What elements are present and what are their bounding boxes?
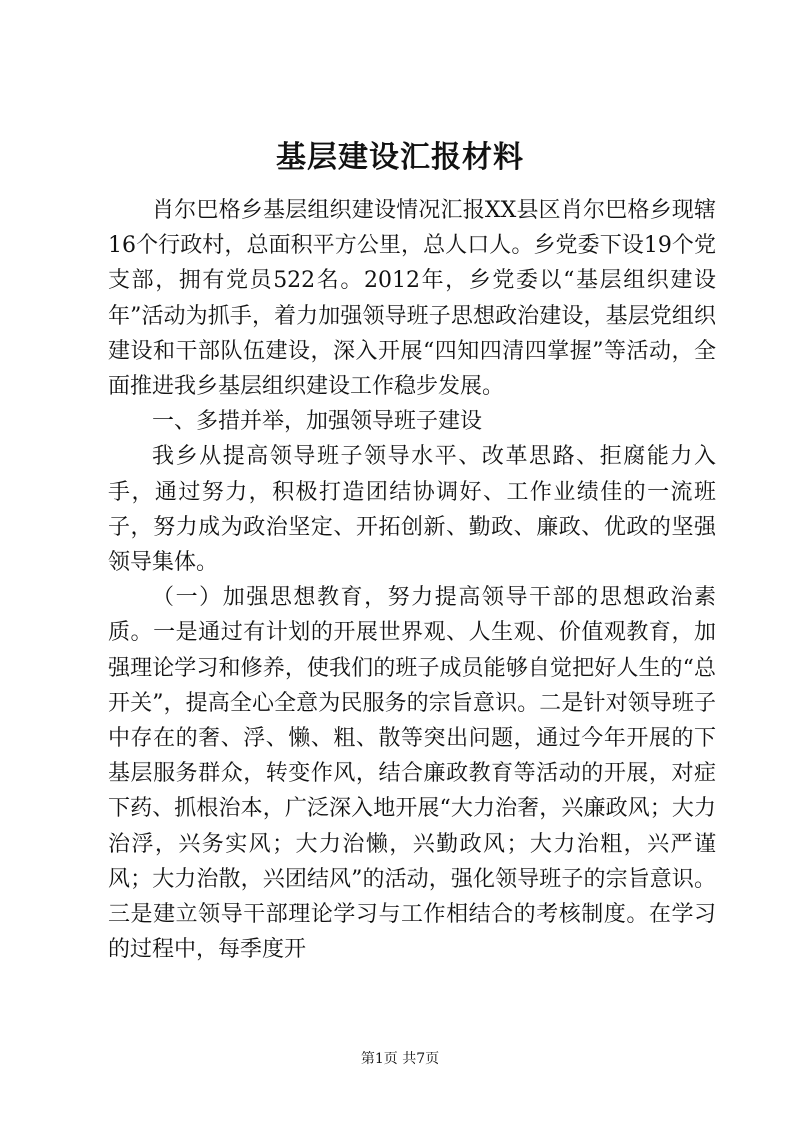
document-title: 基层建设汇报材料 xyxy=(276,140,524,175)
paragraph-subsection-1: （一）加强思想教育，努力提高领导干部的思想政治素质。一是通过有计划的开展世界观、人生观、价值观教育，加强理论学习和修养，使我们的班子成员能够自觉把好人生的“总开关”，提高全心全意为民服务的宗旨意识。二是针对领导班子中存在的奢、浮、懒、粗、散等突出问题，通过今年开展的下基层服务群众，转变作风，结合廉政教育等活动的开展，对症下药、抓根治本，广泛深入地开展“大力治奢，兴廉政风；大力治浮，兴务实风；大力治懒，兴勤政风；大力治粗，兴严谨风；大力治散，兴团结风”的活动，强化领导班子的宗旨意识。三是建立领导干部理论学习与工作相结合的考核制度。在学习的过程中，每季度开 xyxy=(108,585,716,963)
document-body xyxy=(108,193,716,967)
paragraph-section-1: 我乡从提高领导班子领导水平、改革思路、拒腐能力入手，通过努力，积极打造团结协调好、工作业绩佳的一流班子，努力成为政治坚定、开拓创新、勤政、廉政、优政的坚强领导集体。 xyxy=(108,444,716,576)
paragraph-intro: 肖尔巴格乡基层组织建设情况汇报XX县区肖尔巴格乡现辖16个行政村，总面积平方公里，总人口人。乡党委下设19个党支部，拥有党员522名。2012年，乡党委以“基层组织建设年”活动为抓手，着力加强领导班子思想政治建设，基层党组织建设和干部队伍建设，深入开展“四知四清四掌握”等活动，全面推进我乡基层组织建设工作稳步发展。 xyxy=(108,198,716,400)
section-heading-1: 一、多措并举，加强领导班子建设 xyxy=(152,409,483,435)
page-footer: 第1页 共7页 xyxy=(360,1051,440,1067)
